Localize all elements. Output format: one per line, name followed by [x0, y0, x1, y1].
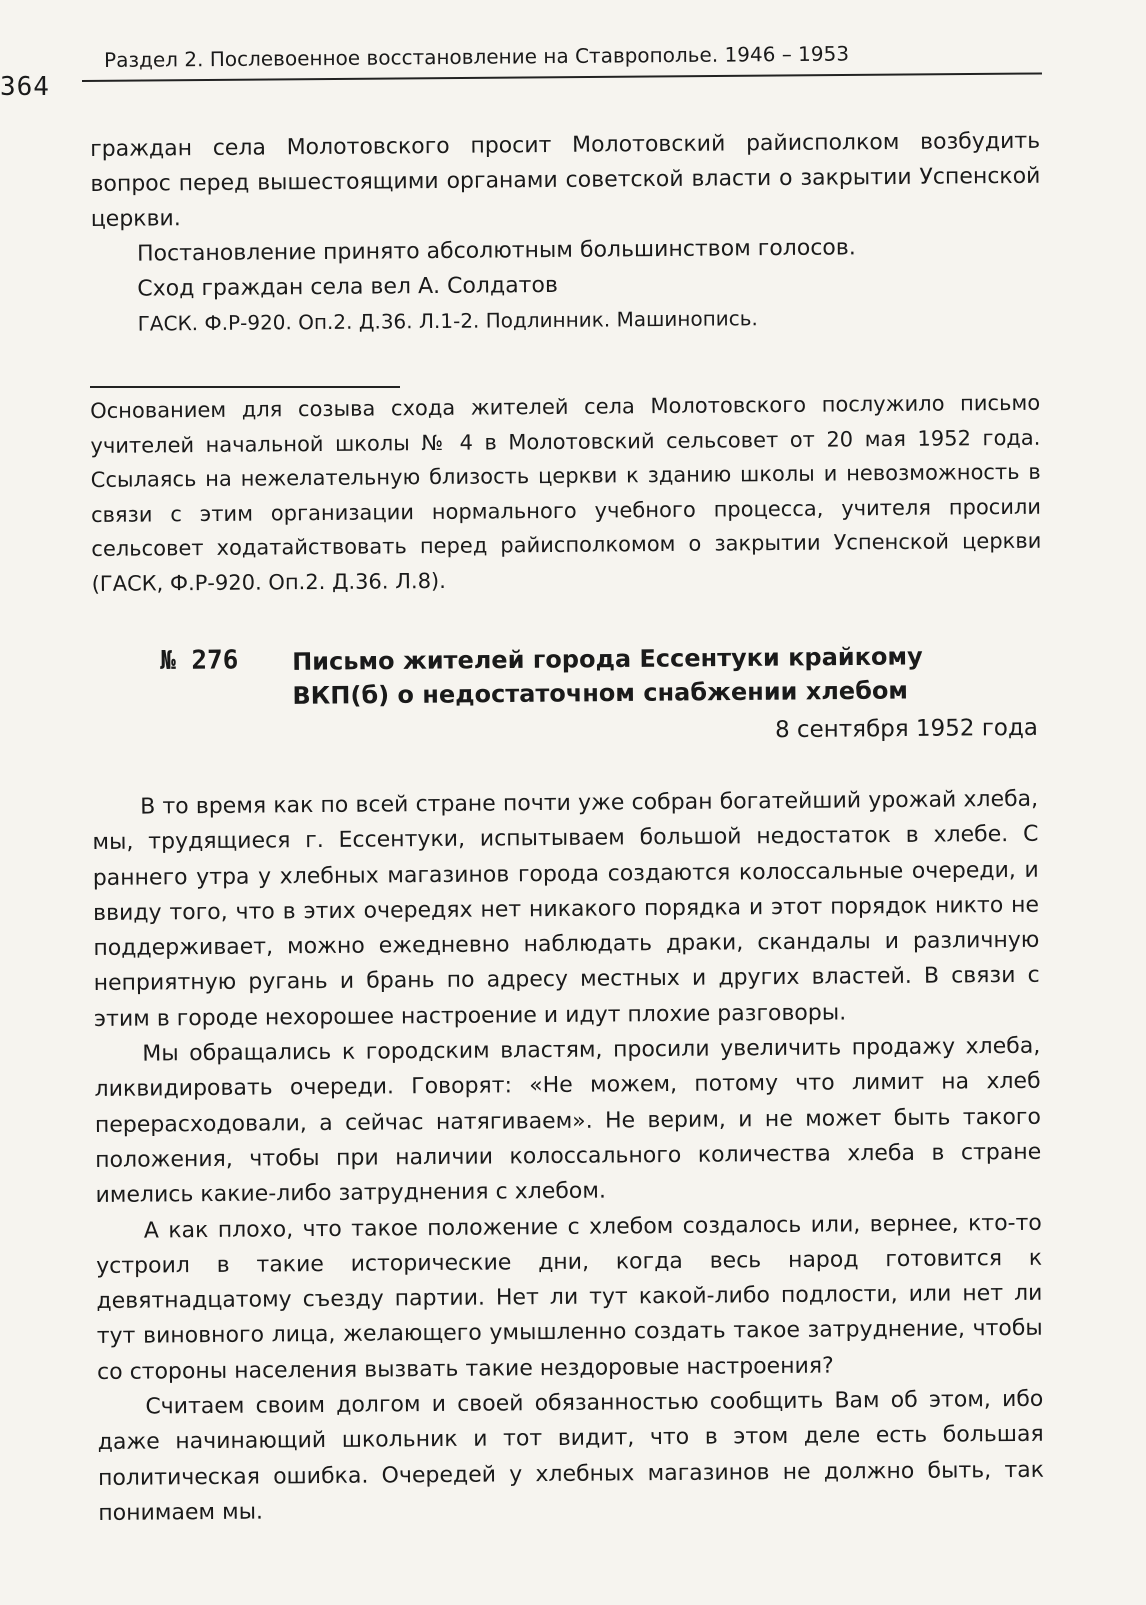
- footnote: [90, 386, 1042, 601]
- document-title: Письмо жителей города Ессентуки крайкому ВКП(б) о недостаточном снабжении хлебом: [292, 642, 923, 710]
- resolution-line: Постановление принято абсолютным большинством голосов.: [136, 235, 856, 267]
- running-head: Раздел 2. Послевоенное восстановление на Ставрополье. 1946 – 1953: [104, 41, 850, 72]
- chair-line: Сход граждан села вел А. Солдатов: [137, 272, 558, 302]
- previous-document-ending: [90, 124, 1042, 342]
- footnote-rule: [90, 386, 400, 388]
- document-heading: [160, 638, 1020, 710]
- footnote-text: Основанием для созыва схода жителей села Молотовского послужило письмо учителей начальной школы № 4 в Молотовский сельсовет от 20 мая 1952 года. Ссылаясь на нежелательную близость церкви к зданию школы и невозможность в связи с этим организации нормального учебного процесса, учителя просили сельсовет ходатайствовать перед райисполкомом о закрытии Успенской церкви (ГАСК, Ф.Р-920. Оп.2. Д.36. Л.8).: [90, 390, 1042, 596]
- letter-paragraph: Мы обращались к городским властям, просили увеличить продажу хлеба, ликвидировать очереди. Говорят: «Не можем, потому что лимит на хлеб перерасходовали, а сейчас натягиваем». Не верим, и не может быть такого положения, чтобы при наличии колоссального количества хлеба в стране имелись какие-либо затруднения с хлебом.: [94, 1033, 1042, 1209]
- letter-paragraph: Считаем своим долгом и своей обязанностью сообщить Вам об этом, ибо даже начинающий школьник и тот видит, что в этом деле есть большая политическая ошибка. Очередей у хлебных магазинов не должно быть, так понимаем мы.: [97, 1386, 1045, 1526]
- letter-paragraph: А как плохо, что такое положение с хлебом создалось или, вернее, кто-то устроил в такие исторические дни, когда весь народ готовится к девятнадцатому съезду партии. Нет ли тут какой-либо подлости, или нет ли тут виновного лица, желающего умышленно создать такое затруднение, чтобы со стороны населения вызвать такие нездоровые настроения?: [96, 1210, 1043, 1385]
- archive-source: ГАСК. Ф.Р-920. Оп.2. Д.36. Л.1-2. Подлинник. Машинопись.: [137, 306, 758, 336]
- page-number: 364: [0, 72, 50, 102]
- continuation-paragraph: граждан села Молотовского просит Молотовский райисполком возбудить вопрос перед вышестоящими органами советской власти о закрытии Успенской церкви.: [90, 128, 1041, 232]
- header-rule: [82, 72, 1042, 82]
- document-date: 8 сентября 1952 года: [774, 714, 1039, 744]
- letter-body: [92, 782, 1044, 1531]
- letter-paragraph: В то время как по всей стране почти уже собран богатейший урожай хлеба, мы, трудящиеся г. Ессентуки, испытываем большой недостаток в хлебе. С раннего утра у хлебных магазинов города создаются колоссальные очереди, и ввиду того, что в этих очередях нет никакого порядка и этот порядок никто не поддерживает, можно ежедневно наблюдать драки, скандалы и различную неприятную ругань и брань по адресу местных и других властей. В связи с этим в городе нехорошее настроение и идут плохие разговоры.: [92, 786, 1040, 1032]
- document-number: № 276: [160, 645, 239, 676]
